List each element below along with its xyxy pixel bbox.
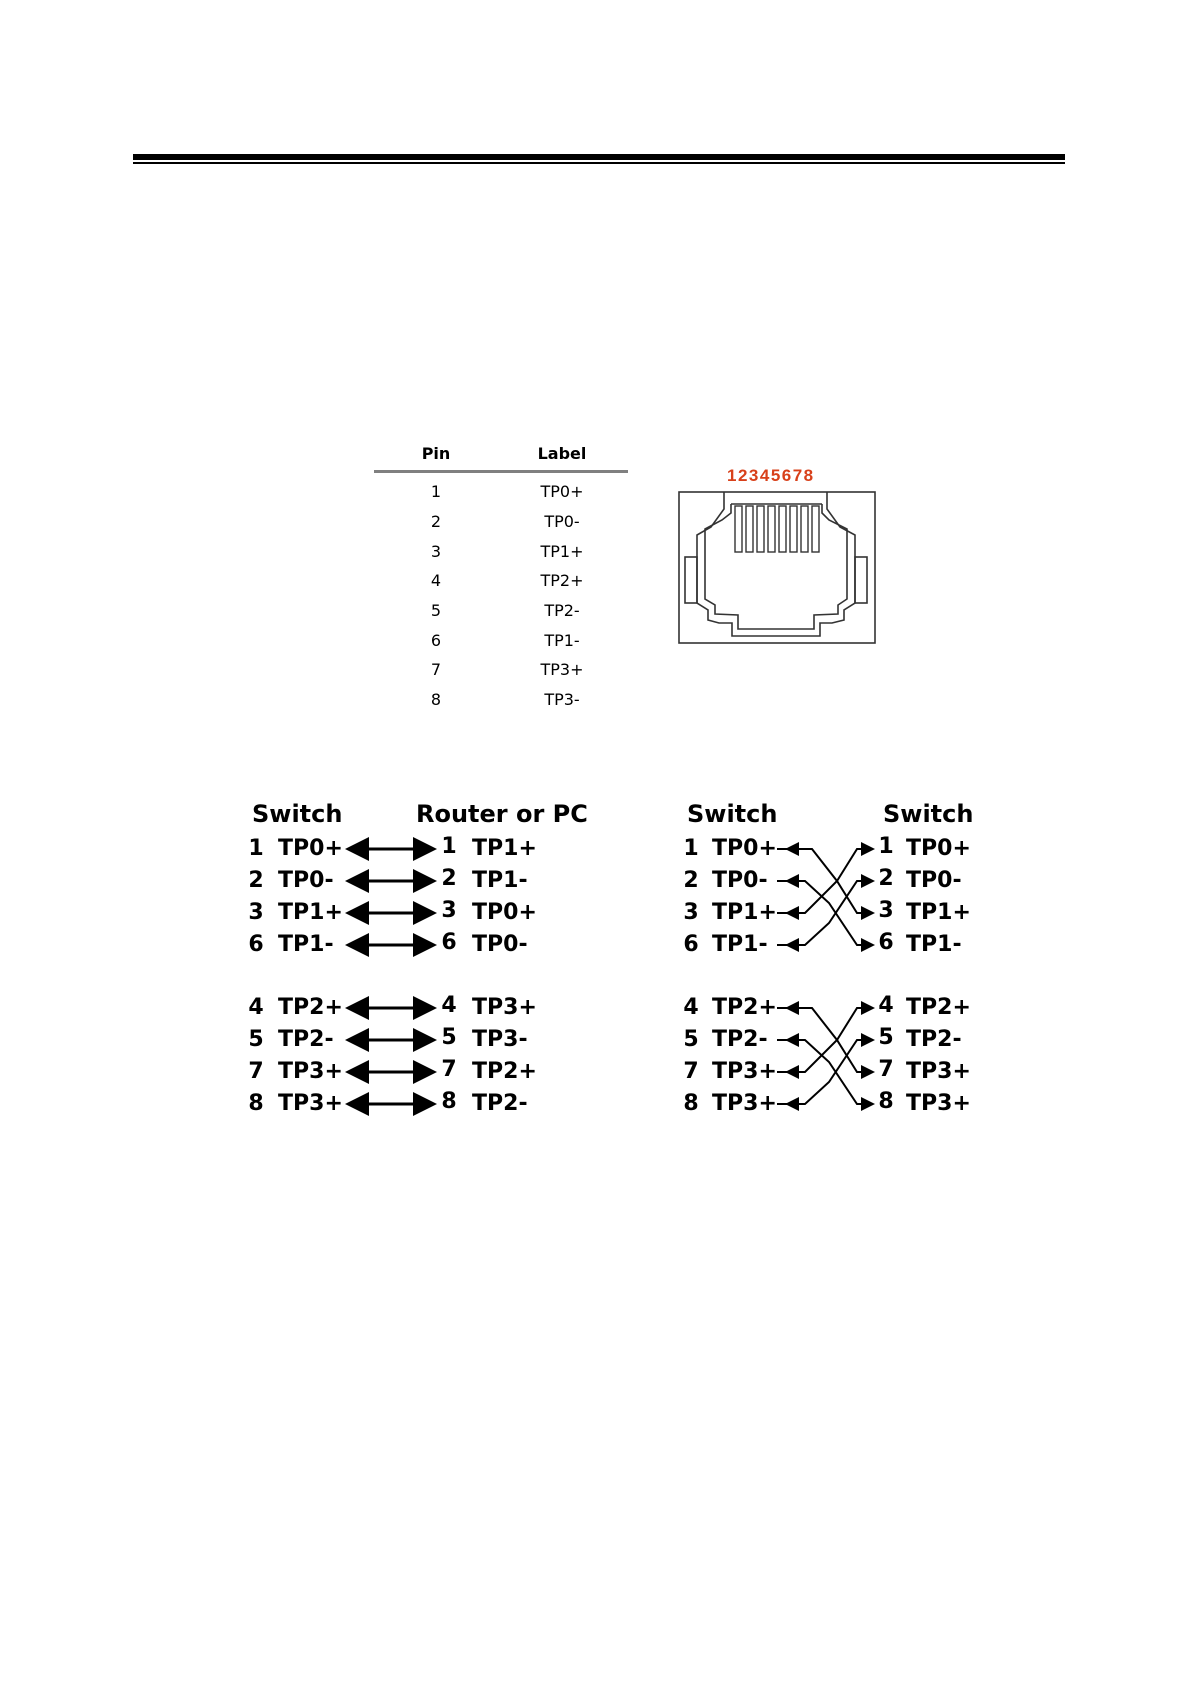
right-signal: TP0- [906, 868, 962, 893]
right-signal: TP3+ [906, 1091, 971, 1116]
right-pin-number: 3 [878, 898, 894, 923]
table-row [374, 567, 628, 595]
left-device-title: Switch [687, 800, 778, 828]
right-signal: TP3+ [906, 1059, 971, 1084]
label-cell: TP3- [544, 690, 580, 709]
right-signal: TP0- [472, 932, 528, 957]
left-pin-number: 7 [248, 1059, 264, 1084]
right-pin-number: 6 [441, 930, 457, 955]
left-signal: TP0+ [712, 836, 777, 861]
right-pin-number: 3 [441, 898, 457, 923]
left-signal: TP2- [712, 1027, 768, 1052]
left-pin-number: 6 [683, 932, 699, 957]
pin-table-header-rule [374, 470, 628, 473]
right-pin-number: 5 [878, 1025, 894, 1050]
left-signal: TP0- [712, 868, 768, 893]
right-signal: TP1- [906, 932, 962, 957]
crossover-wiring-diagram [677, 800, 1117, 1130]
left-pin-number: 4 [683, 995, 699, 1020]
table-row [374, 478, 628, 506]
left-pin-number: 3 [248, 900, 264, 925]
table-row [374, 508, 628, 536]
right-pin-number: 5 [441, 1025, 457, 1050]
right-pin-number: 7 [878, 1057, 894, 1082]
connector-outline [679, 492, 875, 643]
right-pin-number: 8 [878, 1089, 894, 1114]
left-pin-number: 5 [248, 1027, 264, 1052]
left-device-title: Switch [252, 800, 343, 828]
pin-cell: 1 [430, 482, 442, 501]
right-signal: TP1+ [906, 900, 971, 925]
straight-through-wiring-diagram [240, 800, 680, 1130]
left-pin-number: 8 [248, 1091, 264, 1116]
right-signal: TP0+ [472, 900, 537, 925]
label-cell: TP3+ [540, 660, 584, 679]
pin-cell: 3 [430, 542, 442, 561]
header-rule-thin [133, 162, 1065, 164]
label-cell: TP1+ [540, 542, 584, 561]
left-pin-number: 1 [683, 836, 699, 861]
right-pin-number: 2 [441, 866, 457, 891]
right-signal: TP2- [906, 1027, 962, 1052]
table-row [374, 597, 628, 625]
right-signal: TP2+ [906, 995, 971, 1020]
rj45-connector-illustration [677, 465, 883, 651]
pin-column-header: Pin [421, 444, 451, 463]
pin-cell: 7 [430, 660, 442, 679]
left-signal: TP1+ [712, 900, 777, 925]
right-signal: TP1+ [472, 836, 537, 861]
left-pin-number: 8 [683, 1091, 699, 1116]
left-signal: TP3+ [712, 1091, 777, 1116]
right-device-title: Switch [883, 800, 974, 828]
right-pin-number: 6 [878, 930, 894, 955]
left-signal: TP1- [712, 932, 768, 957]
left-pin-number: 5 [683, 1027, 699, 1052]
left-signal: TP2+ [712, 995, 777, 1020]
right-pin-number: 4 [878, 993, 894, 1018]
right-signal: TP3+ [472, 995, 537, 1020]
right-signal: TP2+ [472, 1059, 537, 1084]
left-signal: TP3+ [278, 1091, 343, 1116]
left-signal: TP0+ [278, 836, 343, 861]
left-pin-number: 2 [683, 868, 699, 893]
pin-table-header [374, 440, 628, 468]
label-cell: TP0- [544, 512, 580, 531]
left-pin-number: 2 [248, 868, 264, 893]
table-row [374, 686, 628, 714]
connector-contacts [735, 506, 819, 552]
left-signal: TP3+ [278, 1059, 343, 1084]
right-signal: TP3- [472, 1027, 528, 1052]
connector-pin-numbers: 12345678 [727, 466, 815, 485]
left-pin-number: 3 [683, 900, 699, 925]
left-signal: TP3+ [712, 1059, 777, 1084]
label-cell: TP2+ [540, 571, 584, 590]
right-pin-number: 1 [878, 834, 894, 859]
table-row [374, 656, 628, 684]
table-row [374, 538, 628, 566]
left-pin-number: 7 [683, 1059, 699, 1084]
left-signal: TP2+ [278, 995, 343, 1020]
label-cell: TP1- [544, 631, 580, 650]
left-signal: TP1- [278, 932, 334, 957]
right-signal: TP0+ [906, 836, 971, 861]
left-pin-number: 1 [248, 836, 264, 861]
pin-cell: 6 [430, 631, 442, 650]
right-pin-number: 7 [441, 1057, 457, 1082]
header-rule-thick [133, 154, 1065, 160]
left-pin-number: 6 [248, 932, 264, 957]
right-pin-number: 2 [878, 866, 894, 891]
pin-cell: 4 [430, 571, 442, 590]
left-signal: TP1+ [278, 900, 343, 925]
right-pin-number: 4 [441, 993, 457, 1018]
pin-cell: 2 [430, 512, 442, 531]
right-signal: TP1- [472, 868, 528, 893]
left-signal: TP2- [278, 1027, 334, 1052]
table-row [374, 627, 628, 655]
pin-cell: 8 [430, 690, 442, 709]
pin-cell: 5 [430, 601, 442, 620]
right-device-title: Router or PC [416, 800, 588, 828]
right-pin-number: 8 [441, 1089, 457, 1114]
label-column-header: Label [537, 444, 587, 463]
left-pin-number: 4 [248, 995, 264, 1020]
right-signal: TP2- [472, 1091, 528, 1116]
label-cell: TP0+ [540, 482, 584, 501]
right-pin-number: 1 [441, 834, 457, 859]
left-signal: TP0- [278, 868, 334, 893]
label-cell: TP2- [544, 601, 580, 620]
